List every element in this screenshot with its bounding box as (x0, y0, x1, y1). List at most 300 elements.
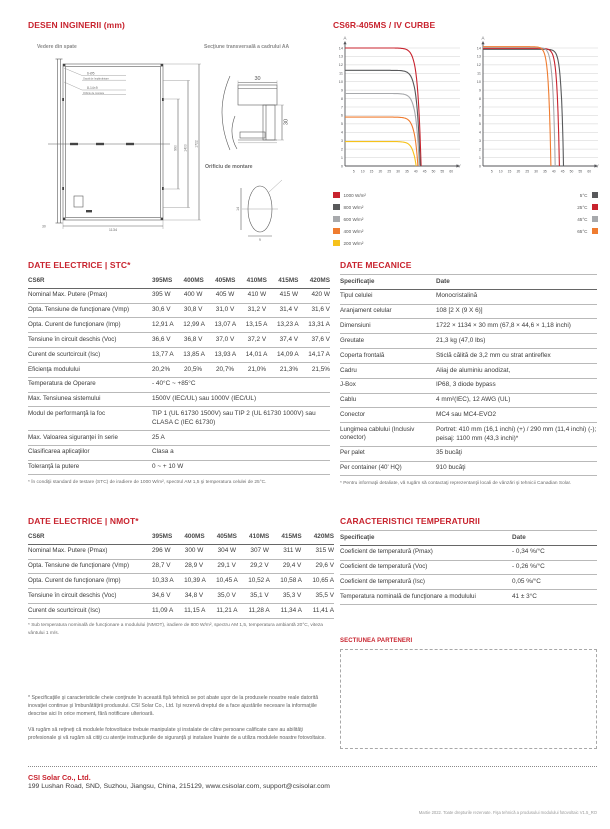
legend-label: 400 W/m² (343, 228, 364, 234)
value-cell: 14,17 A (308, 350, 330, 358)
row-label: Nominal Max. Putere (Pmax) (28, 291, 108, 299)
value-cell: 21,0% (247, 365, 267, 373)
row-label: CS6R (28, 276, 45, 284)
svg-text:13: 13 (338, 54, 343, 59)
row-label: Per palet (340, 449, 365, 457)
svg-text:55: 55 (578, 169, 583, 174)
row-value: Aliaj de aluminiu anodizat, (436, 366, 511, 374)
legend-swatch (333, 216, 340, 223)
row-label: Opta. Curent de funcţionare (Imp) (28, 577, 121, 585)
value-cell: 405MS (216, 532, 237, 540)
legend-swatch (333, 240, 340, 247)
svg-text:35: 35 (543, 169, 547, 174)
table-row (340, 561, 597, 576)
legend-label: 800 W/m² (343, 204, 364, 210)
svg-text:9: 9 (340, 88, 343, 93)
row-value (152, 351, 330, 360)
legend-item (333, 213, 366, 225)
svg-text:6: 6 (478, 113, 481, 118)
legend-item (333, 201, 366, 213)
legend-label: 200 W/m² (343, 240, 364, 246)
row-value: Sticlă călită de 3,2 mm cu strat antireflex (436, 351, 551, 359)
row-label: Aranjament celular (340, 307, 392, 315)
row-value: 910 bucăţi (436, 464, 466, 472)
row-value: 108 [2 X (9 X 6)] (436, 307, 483, 315)
table-row (28, 589, 334, 604)
row-label: Coperta frontală (340, 351, 385, 359)
row-label: Curent de scurtcircuit (Isc) (28, 606, 101, 614)
legend-item (333, 189, 366, 201)
svg-text:11: 11 (477, 71, 481, 76)
legend-item (333, 237, 366, 249)
dim-mount-inner: 990 (173, 145, 178, 151)
value-cell: 30,6 V (152, 306, 171, 314)
value-cell: 37,4 V (279, 335, 299, 343)
table-row (28, 304, 330, 319)
dim-frame-thickness: 30 (42, 224, 46, 229)
table-row (340, 305, 597, 320)
legend-swatch (333, 192, 340, 199)
row-value: 21,3 kg (47,0 lbs) (436, 336, 486, 344)
cross-section-label: Secţiune transversală a cadrului AA (204, 44, 290, 50)
row-value: Monocristalină (436, 292, 478, 300)
svg-text:14: 14 (338, 46, 343, 51)
row-value: Date (436, 277, 450, 285)
row-label: Temperatura nominală de funcţionare a modulului (340, 592, 476, 600)
legend-item (536, 189, 598, 201)
engineering-drawing (30, 54, 330, 259)
table-row (28, 574, 334, 589)
value-cell: 20,5% (183, 365, 203, 373)
svg-text:A: A (343, 36, 347, 41)
value-cell: 29,2 V (250, 562, 269, 570)
value-cell: 296 W (152, 547, 171, 555)
value-cell: 34,8 V (184, 591, 204, 599)
row-label: Coeficient de temperatură (Isc) (340, 578, 425, 586)
nmot-section (28, 516, 334, 637)
legend-swatch (592, 228, 599, 235)
value-cell: 10,58 A (280, 577, 302, 585)
svg-text:15: 15 (369, 169, 374, 174)
value-cell: 11,15 A (184, 606, 206, 614)
row-label: Opta. Tensiune de funcţionare (Vmp) (28, 306, 130, 314)
svg-text:V: V (457, 163, 461, 169)
partners-section (340, 638, 597, 749)
value-cell: 415MS (278, 276, 299, 284)
value-cell: 37,2 V (247, 335, 267, 343)
table-row (340, 349, 597, 364)
svg-text:10: 10 (476, 80, 481, 84)
value-cell: 37,6 V (311, 335, 330, 343)
row-label: Tensiune în circuit deschis (Voc) (28, 591, 117, 599)
svg-text:7: 7 (340, 105, 343, 110)
value-cell: 13,31 A (308, 321, 330, 329)
value-cell: 31,0 V (215, 306, 235, 314)
row-label: Tensiune în circuit deschis (Voc) (28, 335, 117, 343)
svg-text:10: 10 (360, 169, 365, 174)
row-value (152, 607, 334, 616)
value-cell: 400MS (183, 276, 204, 284)
svg-text:12: 12 (476, 63, 481, 68)
svg-text:2: 2 (478, 147, 481, 152)
svg-text:5: 5 (490, 169, 493, 174)
svg-text:1: 1 (340, 155, 343, 160)
svg-text:50: 50 (569, 169, 574, 174)
table-row (28, 560, 334, 575)
iv-curve-chart-irradiance (333, 36, 461, 186)
svg-text:55: 55 (440, 169, 445, 174)
mechanical-title: DATE MECANICE (340, 260, 412, 270)
legend-label: 600 W/m² (343, 216, 364, 222)
row-value: Clasa a (152, 448, 174, 456)
drawing-section-title: DESEN INGINERII (mm) (28, 20, 125, 30)
value-cell: 21,3% (279, 365, 298, 373)
dim-width: 1134 (108, 227, 118, 232)
callout-mounting-hole: 8-14×9 (87, 86, 98, 90)
row-label: Dimensiuni (340, 322, 371, 330)
iv-section-title: CS6R-405MS / IV CURBE (333, 20, 436, 30)
callout-grounding-hole-sub: Gaură de împământare (83, 77, 109, 81)
value-cell: 34,6 V (152, 591, 171, 599)
svg-text:A: A (481, 36, 485, 41)
svg-text:15: 15 (507, 169, 512, 174)
row-label: Greutate (340, 336, 365, 344)
table-row (340, 462, 597, 477)
value-cell: 12,99 A (183, 321, 205, 329)
svg-text:25: 25 (525, 169, 530, 174)
row-label: Modul de performanţă la foc (28, 410, 106, 418)
svg-text:14: 14 (476, 46, 481, 51)
table-row (340, 334, 597, 349)
value-cell: 415 W (279, 291, 299, 299)
svg-text:V: V (595, 163, 599, 169)
svg-text:2: 2 (340, 147, 343, 152)
value-cell: 37,0 V (215, 335, 235, 343)
table-row (28, 348, 330, 363)
table-row (28, 446, 330, 461)
svg-text:40: 40 (551, 169, 556, 174)
mechanical-footnote: * Pentru informaţii detaliate, vă rugăm să contactaţi reprezentanţii locali de vânzări şi tehnicii Canadian Solar. (340, 480, 572, 486)
legend-swatch (592, 216, 599, 223)
row-value: TIP 1 (UL 61730 1500V) sau TIP 2 (UL 61730 1000V) sau CLASA C (IEC 61730) (152, 410, 316, 426)
row-label: Toleranţă la putere (28, 463, 80, 471)
legend-item (536, 201, 598, 213)
value-cell: 13,77 A (152, 350, 174, 358)
row-value (152, 577, 334, 586)
table-row (28, 545, 334, 560)
hole-dim-short: 9 (259, 237, 261, 242)
svg-text:60: 60 (449, 169, 454, 174)
nmot-table (28, 530, 334, 619)
table-row (340, 546, 597, 561)
temperature-section (340, 516, 597, 605)
row-label: Opta. Curent de funcţionare (Imp) (28, 321, 121, 329)
row-value (152, 562, 334, 571)
row-label: Per container (40' HQ) (340, 464, 402, 472)
row-label: J-Box (340, 381, 356, 389)
svg-text:7: 7 (478, 105, 481, 110)
value-cell: 21,5% (311, 365, 330, 373)
stc-title: DATE ELECTRICE | STC* (28, 260, 131, 270)
table-row (340, 423, 597, 446)
svg-text:25: 25 (387, 169, 392, 174)
value-cell: 405MS (215, 276, 236, 284)
table-row (28, 289, 330, 304)
row-label: Max. Valoarea siguranţei în serie (28, 433, 118, 441)
value-cell: 13,93 A (214, 350, 237, 358)
svg-text:60: 60 (587, 169, 592, 174)
svg-text:8: 8 (340, 96, 343, 101)
value-cell: 11,41 A (312, 606, 334, 614)
value-cell: 11,34 A (280, 606, 302, 614)
value-cell: 29,4 V (282, 562, 302, 570)
iv-curve-chart-temperature (471, 36, 599, 186)
table-row (28, 363, 330, 378)
row-label: CS6R (28, 532, 45, 540)
svg-text:20: 20 (378, 169, 383, 174)
table-row (28, 274, 330, 289)
mechanical-table (340, 274, 597, 476)
row-value (152, 306, 330, 315)
stc-footnote: * În condiţii standard de testare (STC) de iradiere de 1000 W/m², spectrul AM 1,5 şi temperatura celulei de 25°C. (28, 479, 267, 485)
svg-text:45: 45 (560, 169, 565, 174)
value-cell: 420MS (309, 276, 330, 284)
row-label: Cablu (340, 396, 357, 404)
value-cell: 11,21 A (216, 606, 238, 614)
row-value: Date (512, 533, 526, 541)
row-label: Opta. Tensiune de funcţionare (Vmp) (28, 562, 130, 570)
rear-view-label: Vedere din spate (37, 44, 77, 50)
value-cell: 29,1 V (217, 562, 236, 570)
legend-item (536, 225, 598, 237)
legend-swatch (333, 204, 340, 211)
nmot-title: DATE ELECTRICE | NMOT* (28, 516, 139, 526)
row-value (152, 336, 330, 345)
row-value: 4 mm²(IEC), 12 AWG (UL) (436, 396, 511, 404)
row-value (152, 547, 334, 556)
row-label: Curent de scurtcircuit (Isc) (28, 350, 101, 358)
value-cell: 11,09 A (152, 606, 174, 614)
row-label: Nominal Max. Putere (Pmax) (28, 547, 108, 555)
partner-section-placeholder (340, 649, 597, 749)
row-label: Specificaţie (340, 277, 375, 285)
svg-text:10: 10 (498, 169, 503, 174)
row-value: 25 A (152, 433, 165, 441)
table-row (28, 431, 330, 446)
row-label: Cadru (340, 366, 357, 374)
row-label: Temperatura de Operare (28, 380, 96, 388)
hole-dim-long: 14 (236, 207, 240, 211)
svg-text:8: 8 (478, 96, 481, 101)
value-cell: 20,2% (152, 365, 171, 373)
dim-length: 1722 (194, 140, 199, 148)
svg-text:0: 0 (340, 164, 343, 169)
document-version: Martie 2022. Toate drepturile rezervate. Fişa tehnică a produsului modulului fotovoltaic V1.5_RO (418, 810, 597, 815)
table-row (28, 393, 330, 408)
value-cell: 311 W (283, 547, 302, 555)
company-address: 199 Lushan Road, SND, Suzhou, Jiangsu, China, 215129, www.csisolar.com, support@csisolar.com (28, 783, 330, 790)
row-value: Portret: 410 mm (16,1 inchi) (+) / 290 mm (11,4 inchi) (-); peisaj: 1100 mm (43,3 inchi)* (436, 425, 597, 442)
legend-label: 65°C (577, 228, 588, 234)
row-value: MC4 sau MC4-EVO2 (436, 411, 497, 419)
value-cell: 31,4 V (279, 306, 299, 314)
svg-text:30: 30 (534, 169, 538, 174)
legend-label: 25°C (577, 204, 588, 210)
value-cell: 31,6 V (311, 306, 330, 314)
callout-grounding-hole: 6-Ø5 (87, 71, 95, 76)
row-label: Clasificarea aplicaţiilor (28, 448, 90, 456)
row-label: Conector (340, 411, 366, 419)
svg-text:9: 9 (478, 88, 481, 93)
partners-title: SECTIUNEA PARTENERI (340, 638, 413, 644)
value-cell: 35,1 V (250, 591, 269, 599)
cross-dim-top: 30 (254, 76, 261, 82)
table-row (28, 604, 334, 619)
value-cell: 410MS (246, 276, 267, 284)
table-row (28, 407, 330, 430)
row-value: 35 bucăţi (436, 449, 462, 457)
row-value: 0,05 %/°C (512, 578, 541, 586)
company-name: CSI Solar Co., Ltd. (28, 773, 91, 782)
svg-text:1: 1 (478, 155, 481, 160)
footer-divider (28, 766, 597, 767)
table-row (340, 275, 597, 290)
legend-label: 5°C (579, 192, 588, 198)
value-cell: 31,2 V (247, 306, 267, 314)
row-label: Coeficient de temperatură (Pmax) (340, 548, 433, 556)
table-row (340, 290, 597, 305)
value-cell: 304 W (217, 547, 237, 555)
svg-text:11: 11 (339, 71, 343, 76)
row-value (152, 277, 330, 286)
value-cell: 395MS (152, 276, 173, 284)
value-cell: 300 W (184, 547, 204, 555)
value-cell: 10,39 A (184, 577, 206, 585)
dim-mount-outer: 1400 (183, 144, 188, 152)
svg-text:5: 5 (340, 122, 343, 127)
legend-swatch (333, 228, 340, 235)
legend-swatch (592, 204, 599, 211)
mounting-hole-detail-label: Orificiu de montare (205, 164, 253, 170)
table-row (340, 379, 597, 394)
row-value: IP68, 3 diode bypass (436, 381, 496, 389)
row-value (152, 592, 334, 601)
value-cell: 35,3 V (282, 591, 302, 599)
row-label: Tipul celulei (340, 292, 373, 300)
value-cell: 13,07 A (214, 321, 237, 329)
value-cell: 400 W (183, 291, 203, 299)
value-cell: 29,6 V (315, 562, 334, 570)
value-cell: 35,0 V (217, 591, 236, 599)
table-row (340, 447, 597, 462)
value-cell: 36,6 V (152, 335, 171, 343)
value-cell: 28,9 V (184, 562, 204, 570)
footer (28, 773, 330, 790)
legend-label: 1000 W/m² (343, 192, 366, 198)
temperature-table (340, 530, 597, 605)
mechanical-section (340, 260, 597, 487)
value-cell: 405 W (215, 291, 235, 299)
value-cell: 10,65 A (312, 577, 334, 585)
row-value: 1500V (IEC/UL) sau 1000V (IEC/UL) (152, 395, 257, 403)
value-cell: 14,09 A (277, 350, 299, 358)
stc-section (28, 260, 330, 486)
value-cell: 410MS (249, 532, 270, 540)
callout-mounting-hole-sub: Orificiu de montare (83, 91, 105, 95)
table-row (28, 333, 330, 348)
svg-text:0: 0 (478, 164, 481, 169)
table-row (340, 319, 597, 334)
iv-charts (333, 36, 599, 186)
svg-text:50: 50 (431, 169, 436, 174)
svg-text:3: 3 (340, 139, 343, 143)
disclaimer (28, 694, 330, 750)
row-value: - 40°C ~ +85°C (152, 380, 196, 388)
value-cell: 307 W (250, 547, 269, 555)
svg-text:5: 5 (352, 169, 355, 174)
value-cell: 13,85 A (183, 350, 205, 358)
svg-text:10: 10 (338, 80, 343, 84)
table-row (340, 590, 597, 605)
disclaimer-paragraph-1: * Specificaţiile şi caracteristicile cheie conţinute în această fişă tehnică se pot abate uşor de la produsele noastre reale datorită inovaţiei continue şi îmbunătăţirii produsului. CSI Solar Co., Ltd. îşi rezervă dreptul de a face ajustările necesare la informaţiile descrise aici în orice moment, fără notificare ulterioară. (28, 695, 319, 718)
table-row (340, 394, 597, 409)
value-cell: 420MS (313, 532, 334, 540)
value-cell: 14,01 A (245, 350, 268, 358)
value-cell: 395 W (152, 291, 171, 299)
svg-text:20: 20 (516, 169, 521, 174)
table-row (340, 531, 597, 546)
svg-text:30: 30 (396, 169, 400, 174)
row-value (152, 291, 330, 300)
row-label: Eficienţa modulului (28, 365, 80, 373)
temperature-title: CARACTERISTICI TEMPERATURII (340, 516, 480, 526)
svg-text:5: 5 (478, 122, 481, 127)
value-cell: 13,23 A (277, 321, 299, 329)
row-label: Max. Tensiunea sistemului (28, 395, 101, 403)
row-value: - 0,34 %/°C (512, 548, 545, 556)
table-row (340, 364, 597, 379)
value-cell: 11,28 A (248, 606, 270, 614)
row-value (152, 366, 330, 375)
value-cell: 410 W (247, 291, 267, 299)
legend-item (536, 213, 598, 225)
svg-text:40: 40 (413, 169, 418, 174)
value-cell: 415MS (281, 532, 302, 540)
value-cell: 20,7% (215, 365, 235, 373)
svg-text:4: 4 (340, 130, 343, 135)
row-value: 1722 × 1134 × 30 mm (67,8 × 44,6 × 1,18 inchi) (436, 322, 571, 330)
legend-label: 45°C (577, 216, 588, 222)
svg-text:35: 35 (405, 169, 409, 174)
row-label: Specificaţie (340, 533, 375, 541)
disclaimer-paragraph-2: Vă rugăm să reţineţi că modulele fotovoltaice trebuie manipulate şi instalate de către persoane calificate care au abilităţi profesionale şi vă rugăm să citiţi cu atenţie instrucţiunile de siguranţă şi instalare înainte de a utiliza modulele noastre fotovoltaice. (28, 727, 326, 742)
table-row (28, 530, 334, 545)
nmot-footnote: * Sub temperatura nominală de funcţionare a modulului (NMOT), iradiere de 800 W/m², spectru AM 1,5, temperatura ambiantă 20°C, viteza vântului 1 m/s. (28, 623, 323, 636)
value-cell: 28,7 V (152, 562, 171, 570)
chart-legend-irradiance (333, 189, 366, 249)
table-row (28, 378, 330, 393)
svg-text:4: 4 (478, 130, 481, 135)
svg-text:13: 13 (476, 54, 481, 59)
row-value (152, 321, 330, 330)
value-cell: 12,91 A (152, 321, 174, 329)
table-row (28, 318, 330, 333)
value-cell: 420 W (311, 291, 330, 299)
value-cell: 35,5 V (315, 591, 334, 599)
value-cell: 400MS (184, 532, 205, 540)
row-value: - 0,26 %/°C (512, 563, 545, 571)
value-cell: 13,15 A (245, 321, 268, 329)
